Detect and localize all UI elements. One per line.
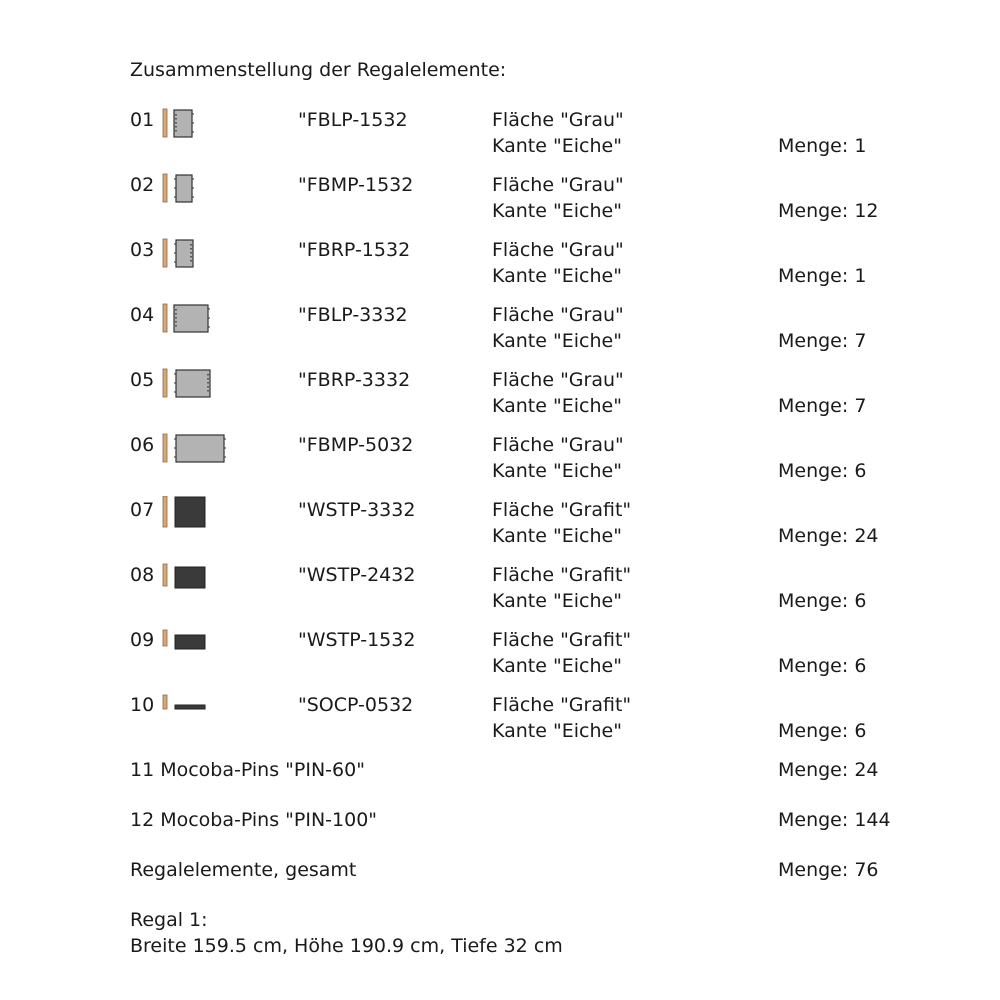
element-kante: Kante "Eiche": [492, 655, 622, 677]
panel-grafit-1532-icon: [160, 626, 240, 676]
element-kante: Kante "Eiche": [492, 395, 622, 417]
element-row-10: [0, 693, 1000, 753]
element-flaeche: Fläche "Grafit": [492, 694, 632, 716]
element-flaeche: Fläche "Grafit": [492, 499, 632, 521]
element-number: 10: [130, 694, 155, 716]
pins-row-11: [0, 758, 1000, 788]
panel-grau-small-middle-icon: [160, 171, 240, 221]
element-kante: Kante "Eiche": [492, 590, 622, 612]
element-flaeche: Fläche "Grau": [492, 304, 624, 326]
element-menge: Menge: 12: [778, 200, 879, 222]
element-number: 08: [130, 564, 155, 586]
element-number: 03: [130, 239, 155, 261]
element-row-09: [0, 628, 1000, 688]
element-menge: Menge: 1: [778, 265, 867, 287]
total-label: Regalelemente, gesamt: [130, 859, 357, 881]
element-flaeche: Fläche "Grafit": [492, 629, 632, 651]
element-kante: Kante "Eiche": [492, 200, 622, 222]
element-code: "WSTP-3332: [298, 499, 416, 521]
element-number: 04: [130, 304, 155, 326]
panel-grafit-0532-icon: [160, 691, 240, 741]
pins-label: 12 Mocoba-Pins "PIN-100": [130, 809, 378, 831]
element-kante: Kante "Eiche": [492, 265, 622, 287]
element-row-04: [0, 303, 1000, 363]
element-code: "WSTP-1532: [298, 629, 416, 651]
element-flaeche: Fläche "Grau": [492, 174, 624, 196]
element-flaeche: Fläche "Grau": [492, 109, 624, 131]
panel-grafit-2432-icon: [160, 561, 240, 611]
element-row-08: [0, 563, 1000, 623]
element-flaeche: Fläche "Grau": [492, 369, 624, 391]
element-number: 06: [130, 434, 155, 456]
element-code: "WSTP-2432: [298, 564, 416, 586]
element-flaeche: Fläche "Grau": [492, 239, 624, 261]
panel-grau-small-right-icon: [160, 236, 240, 286]
element-row-03: [0, 238, 1000, 298]
element-code: "FBMP-5032: [298, 434, 414, 456]
element-row-06: [0, 433, 1000, 493]
pins-menge: Menge: 144: [778, 809, 891, 831]
panel-grau-medium-left-icon: [160, 301, 240, 351]
element-row-01: [0, 108, 1000, 168]
element-code: "FBRP-3332: [298, 369, 411, 391]
element-number: 09: [130, 629, 155, 651]
regal-title: Regal 1:: [130, 909, 208, 931]
element-menge: Menge: 6: [778, 655, 867, 677]
element-number: 02: [130, 174, 155, 196]
element-flaeche: Fläche "Grafit": [492, 564, 632, 586]
element-row-02: [0, 173, 1000, 233]
panel-grau-large-middle-icon: [160, 431, 240, 481]
element-code: "FBLP-3332: [298, 304, 408, 326]
element-row-07: [0, 498, 1000, 558]
element-menge: Menge: 7: [778, 395, 867, 417]
element-kante: Kante "Eiche": [492, 460, 622, 482]
page-title: Zusammenstellung der Regalelemente:: [130, 59, 507, 81]
element-kante: Kante "Eiche": [492, 330, 622, 352]
element-number: 05: [130, 369, 155, 391]
pins-row-12: [0, 808, 1000, 838]
element-number: 07: [130, 499, 155, 521]
total-row: [0, 858, 1000, 888]
pins-label: 11 Mocoba-Pins "PIN-60": [130, 759, 365, 781]
element-flaeche: Fläche "Grau": [492, 434, 624, 456]
element-menge: Menge: 1: [778, 135, 867, 157]
element-kante: Kante "Eiche": [492, 135, 622, 157]
total-menge: Menge: 76: [778, 859, 879, 881]
element-code: "SOCP-0532: [298, 694, 414, 716]
element-kante: Kante "Eiche": [492, 720, 622, 742]
element-row-05: [0, 368, 1000, 428]
panel-grau-medium-right-icon: [160, 366, 240, 416]
element-menge: Menge: 7: [778, 330, 867, 352]
element-menge: Menge: 6: [778, 590, 867, 612]
element-menge: Menge: 6: [778, 460, 867, 482]
element-code: "FBLP-1532: [298, 109, 408, 131]
panel-grafit-3332-icon: [160, 496, 240, 546]
regal-dimensions: Breite 159.5 cm, Höhe 190.9 cm, Tiefe 32 cm: [130, 935, 563, 957]
element-code: "FBRP-1532: [298, 239, 411, 261]
element-code: "FBMP-1532: [298, 174, 414, 196]
element-menge: Menge: 6: [778, 720, 867, 742]
element-kante: Kante "Eiche": [492, 525, 622, 547]
pins-menge: Menge: 24: [778, 759, 879, 781]
element-number: 01: [130, 109, 155, 131]
panel-grau-small-left-icon: [160, 106, 240, 156]
element-menge: Menge: 24: [778, 525, 879, 547]
